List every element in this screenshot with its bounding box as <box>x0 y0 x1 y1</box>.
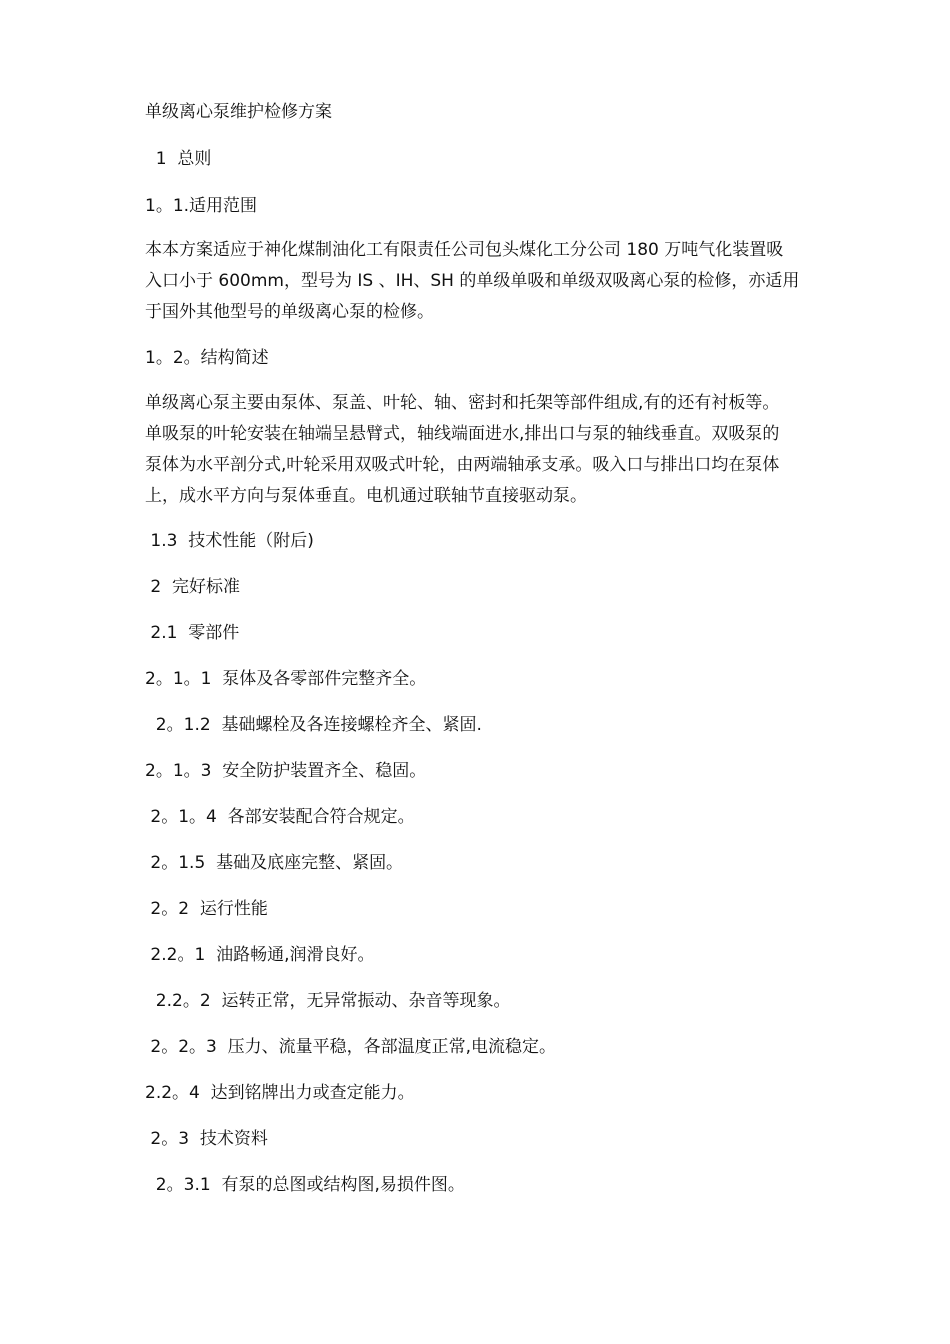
list-item-2-1-2: 2。1.2 基础螺栓及各连接螺栓齐全、紧固. <box>145 715 482 735</box>
paragraph-line: 入口小于 600mm，型号为 IS 、IH、SH 的单级单吸和单级双吸离心泵的检修，亦适用 <box>145 271 800 291</box>
list-item-2-1-1: 2。1。1 泵体及各零部件完整齐全。 <box>145 669 427 689</box>
paragraph-structure <box>145 388 810 512</box>
section-heading-2: 2 完好标准 <box>145 577 241 597</box>
paragraph-scope <box>145 235 810 328</box>
list-item-2-3-1: 2。3.1 有泵的总图或结构图,易损件图。 <box>145 1175 465 1195</box>
paragraph-line: 单级离心泵主要由泵体、泵盖、叶轮、轴、密封和托架等部件组成,有的还有衬板等。 <box>145 393 780 413</box>
list-item-2-1-4: 2。1。4 各部安装配合符合规定。 <box>145 807 415 827</box>
section-heading-1: 1 总则 <box>145 149 212 169</box>
subsection-heading-2-3: 2。3 技术资料 <box>145 1129 268 1149</box>
paragraph-line: 泵体为水平剖分式,叶轮采用双吸式叶轮，由两端轴承支承。吸入口与排出口均在泵体 <box>145 455 780 475</box>
list-item-2-2-2: 2.2。2 运转正常，无异常振动、杂音等现象。 <box>145 991 511 1011</box>
paragraph-line: 单吸泵的叶轮安装在轴端呈悬臂式，轴线端面进水,排出口与泵的轴线垂直。双吸泵的 <box>145 424 780 444</box>
paragraph-line: 本本方案适应于神化煤制油化工有限责任公司包头煤化工分公司 180 万吨气化装置吸 <box>145 240 784 260</box>
subsection-heading-2-1: 2.1 零部件 <box>145 623 240 643</box>
paragraph-line: 于国外其他型号的单级离心泵的检修。 <box>145 302 434 322</box>
list-item-2-2-1: 2.2。1 油路畅通,润滑良好。 <box>145 945 375 965</box>
document-title: 单级离心泵维护检修方案 <box>145 102 332 122</box>
list-item-2-1-5: 2。1.5 基础及底座完整、紧固。 <box>145 853 404 873</box>
list-item-2-2-3: 2。2。3 压力、流量平稳，各部温度正常,电流稳定。 <box>145 1037 557 1057</box>
subsection-heading-1-2: 1。2。结构简述 <box>145 348 269 368</box>
subsection-heading-1-3: 1.3 技术性能（附后) <box>145 531 314 551</box>
subsection-heading-2-2: 2。2 运行性能 <box>145 899 268 919</box>
subsection-heading-1-1: 1。1.适用范围 <box>145 196 258 216</box>
paragraph-line: 上，成水平方向与泵体垂直。电机通过联轴节直接驱动泵。 <box>145 486 587 506</box>
list-item-2-1-3: 2。1。3 安全防护装置齐全、稳固。 <box>145 761 427 781</box>
list-item-2-2-4: 2.2。4 达到铭牌出力或查定能力。 <box>145 1083 415 1103</box>
